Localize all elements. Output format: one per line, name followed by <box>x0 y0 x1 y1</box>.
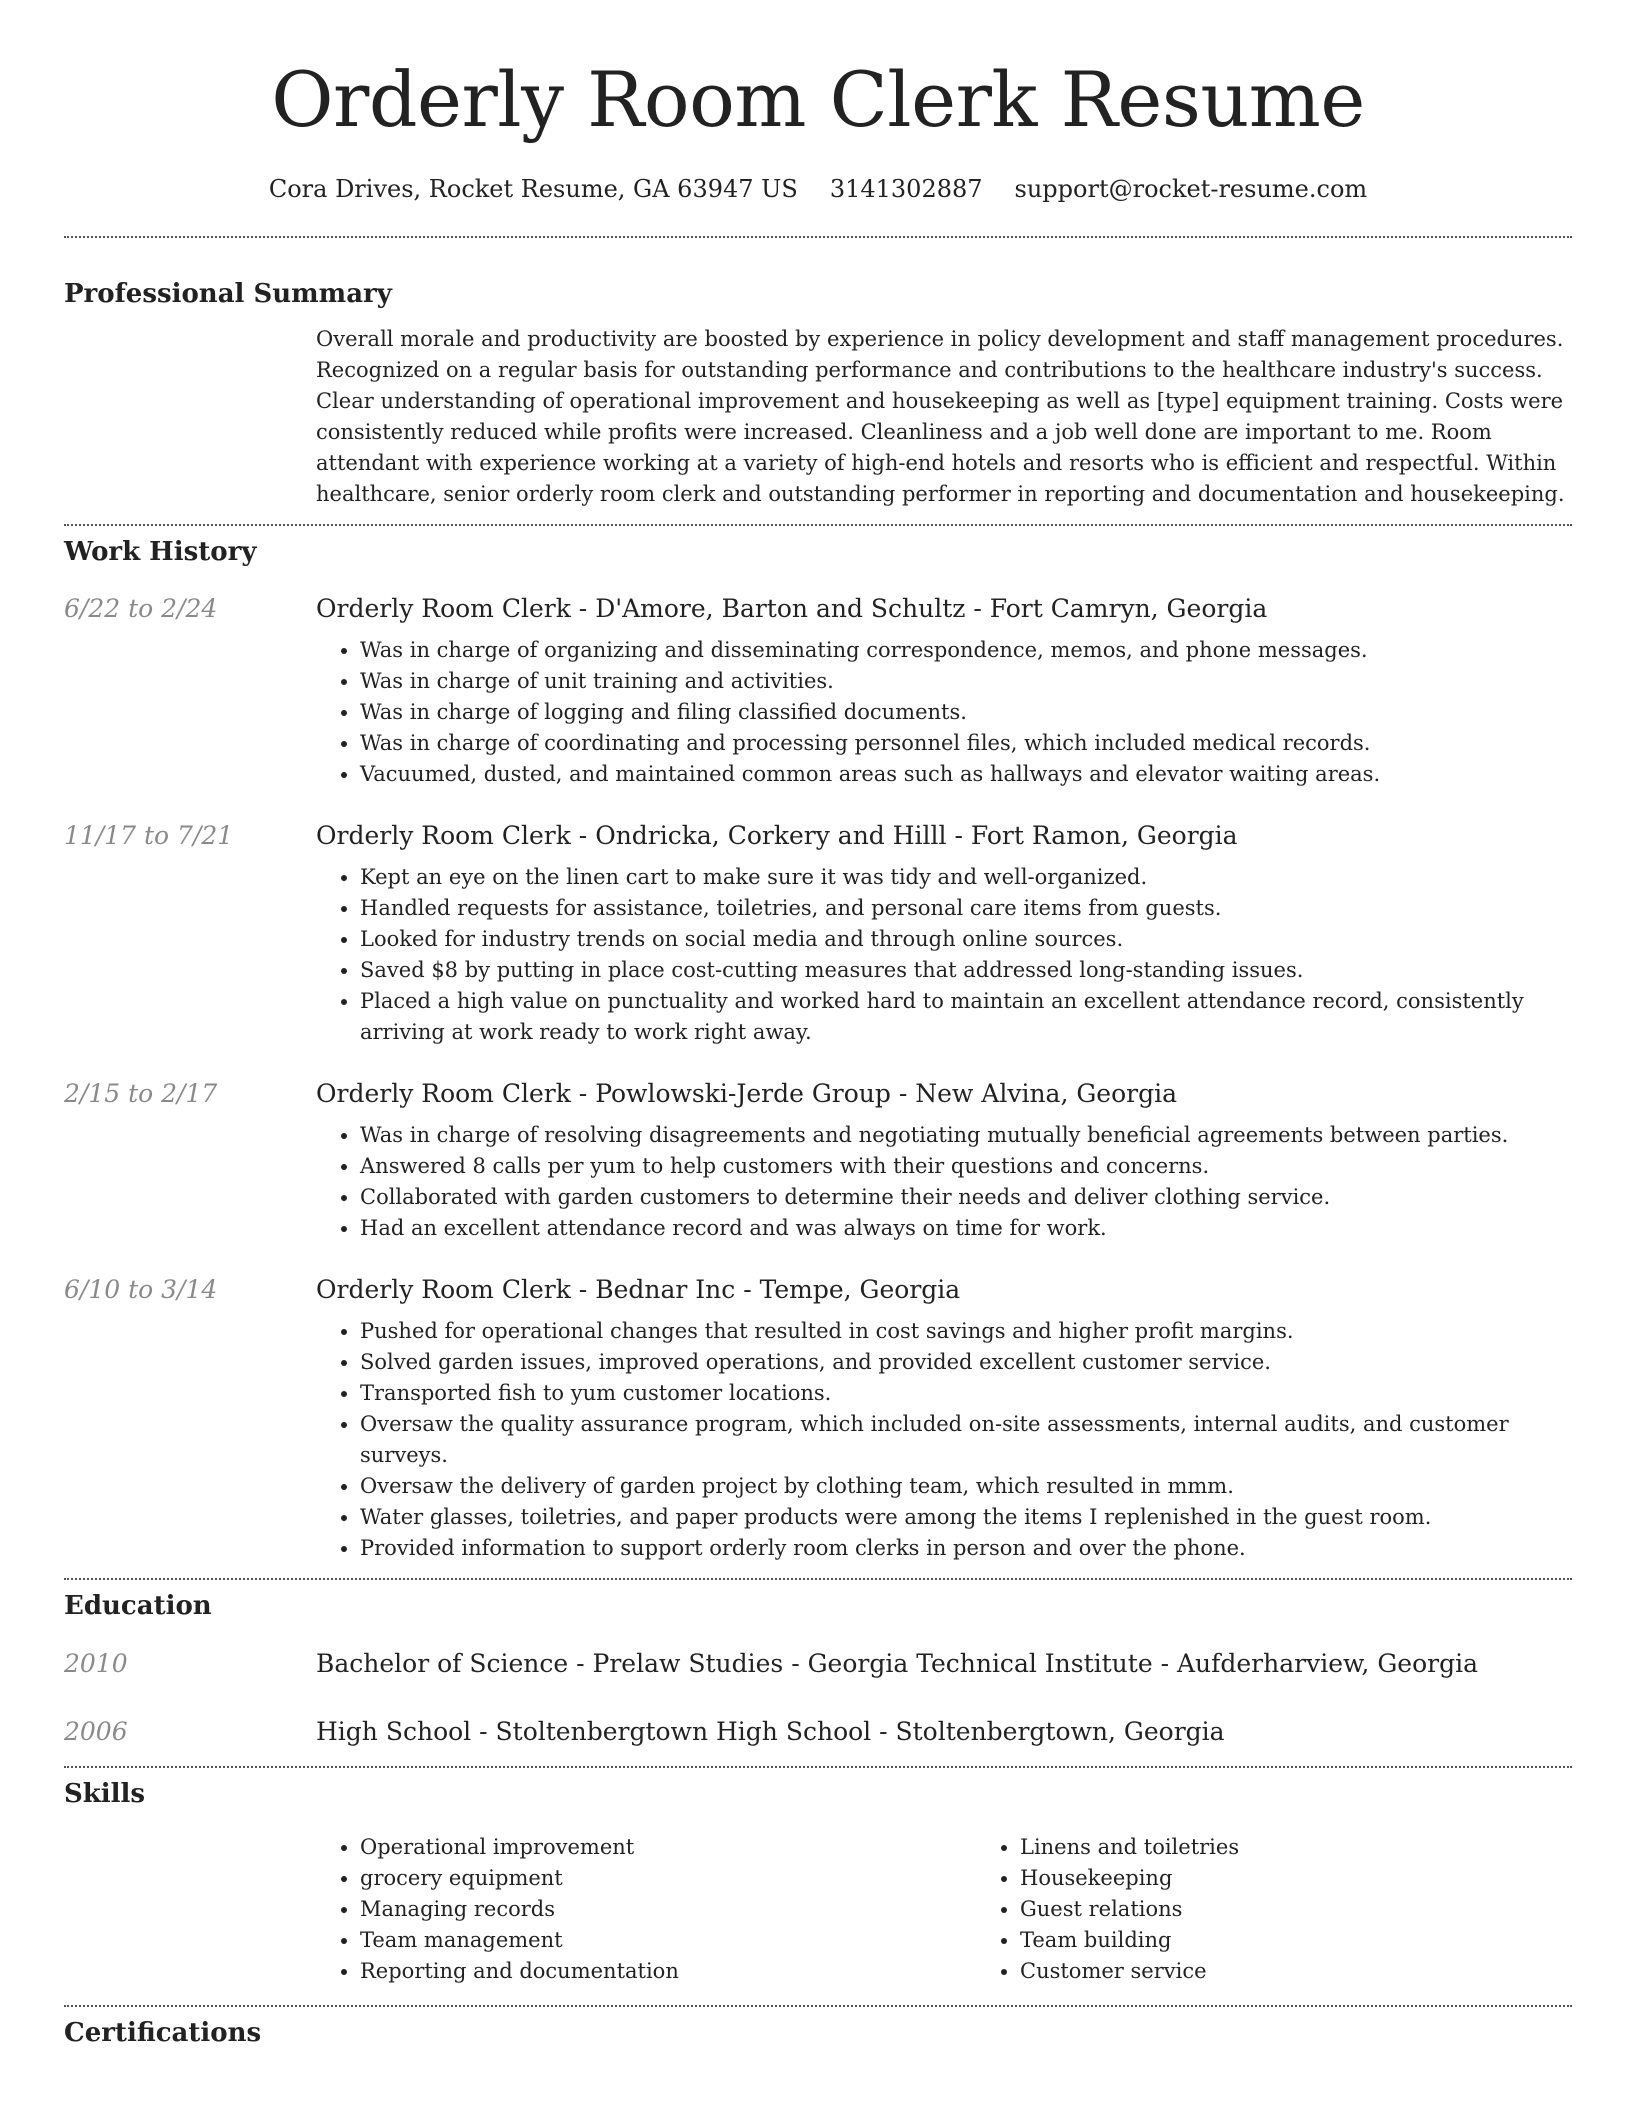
job-bullets <box>316 1120 1572 1244</box>
contact-line <box>64 174 1572 204</box>
list-item: • Transported fish to yum customer locations. <box>360 1378 1572 1409</box>
section-heading-work-history: Work History <box>64 537 257 567</box>
section-heading-summary: Professional Summary <box>64 279 392 309</box>
list-item: • Kept an eye on the linen cart to make sure it was tidy and well-organized. <box>360 862 1572 893</box>
education-details <box>316 1648 1478 1680</box>
job-title: Orderly Room Clerk - Ondricka, Corkery and Hilll - Fort Ramon, Georgia <box>316 821 1238 850</box>
list-item: • Vacuumed, dusted, and maintained common areas such as hallways and elevator waiting areas. <box>360 759 1572 790</box>
list-item: • Was in charge of unit training and activities. <box>360 666 1572 697</box>
resume-title: Orderly Room Clerk Resume <box>271 55 1365 144</box>
education-school: - Georgia Technical Institute - Aufderharview, Georgia <box>783 1649 1478 1678</box>
section-heading-skills: Skills <box>64 1779 146 1809</box>
job-entry <box>64 1274 1572 1564</box>
education-school: - Stoltenbergtown High School - Stoltenbergtown, Georgia <box>471 1717 1225 1746</box>
skill-item: • Managing records <box>360 1894 976 1925</box>
skill-item: • Housekeeping <box>1020 1863 1632 1894</box>
list-item: • Had an excellent attendance record and was always on time for work. <box>360 1213 1572 1244</box>
job-bullets <box>316 1316 1572 1564</box>
skill-item: • Customer service <box>1020 1956 1632 1987</box>
section-divider <box>64 2005 1572 2007</box>
summary-text: Overall morale and productivity are boosted by experience in policy development and staff management procedures. Recognized on a regular basis for outstanding performance and contributions to the healthcare industry's success. Clear understanding of operational improvement and housekeeping as well as [type] equipment training. Costs were consistently reduced while profits were increased. Cleanliness and a job well done are important to me. Room attendant with experience working at a variety of high-end hotels and resorts who is efficient and respectful. Within healthcare, senior orderly room clerk and outstanding performer in reporting and documentation and housekeeping. <box>316 327 1565 506</box>
skills-list <box>316 1832 1572 1987</box>
contact-email: support@rocket-resume.com <box>1014 175 1368 203</box>
job-title: Orderly Room Clerk - Powlowski-Jerde Group - New Alvina, Georgia <box>316 1079 1178 1108</box>
education-year: 2010 <box>64 1649 128 1678</box>
skill-item: • Team management <box>360 1925 976 1956</box>
list-item: • Provided information to support orderly room clerks in person and over the phone. <box>360 1533 1572 1564</box>
job-dates: 6/10 to 3/14 <box>64 1275 218 1304</box>
list-item: • Handled requests for assistance, toiletries, and personal care items from guests. <box>360 893 1572 924</box>
education-details <box>316 1716 1225 1748</box>
list-item: • Oversaw the delivery of garden project by clothing team, which resulted in mmm. <box>360 1471 1572 1502</box>
section-divider <box>64 1766 1572 1768</box>
list-item: • Collaborated with garden customers to determine their needs and deliver clothing service. <box>360 1182 1572 1213</box>
job-title: Orderly Room Clerk - D'Amore, Barton and Schultz - Fort Camryn, Georgia <box>316 594 1268 623</box>
section-divider <box>64 524 1572 526</box>
list-item: • Pushed for operational changes that resulted in cost savings and higher profit margins. <box>360 1316 1572 1347</box>
section-divider <box>64 236 1572 238</box>
job-entry <box>64 1078 1572 1244</box>
education-entry <box>64 1716 1572 1748</box>
job-bullets <box>316 862 1572 1048</box>
skills-column-1 <box>316 1832 976 1987</box>
list-item: • Solved garden issues, improved operations, and provided excellent customer service. <box>360 1347 1572 1378</box>
skill-item: • Operational improvement <box>360 1832 976 1863</box>
contact-phone: 3141302887 <box>829 175 983 203</box>
list-item: • Saved $8 by putting in place cost-cutting measures that addressed long-standing issues. <box>360 955 1572 986</box>
job-entry <box>64 593 1572 790</box>
job-dates: 6/22 to 2/24 <box>64 594 218 623</box>
job-bullets <box>316 635 1572 790</box>
job-title: Orderly Room Clerk - Bednar Inc - Tempe, Georgia <box>316 1275 961 1304</box>
contact-address: Cora Drives, Rocket Resume, GA 63947 US <box>268 175 798 203</box>
education-year: 2006 <box>64 1717 128 1746</box>
job-dates: 2/15 to 2/17 <box>64 1079 218 1108</box>
skill-item: • Linens and toiletries <box>1020 1832 1632 1863</box>
list-item: • Oversaw the quality assurance program, which included on-site assessments, internal audits, and customer surveys. <box>360 1409 1572 1471</box>
list-item: • Looked for industry trends on social media and through online sources. <box>360 924 1572 955</box>
list-item: • Answered 8 calls per yum to help customers with their questions and concerns. <box>360 1151 1572 1182</box>
job-dates: 11/17 to 7/21 <box>64 821 234 850</box>
skill-item: • Team building <box>1020 1925 1632 1956</box>
education-degree: High School <box>316 1717 472 1746</box>
job-entry <box>64 820 1572 1048</box>
education-degree: Bachelor of Science - Prelaw Studies <box>316 1649 784 1678</box>
skill-item: • Reporting and documentation <box>360 1956 976 1987</box>
skill-item: • Guest relations <box>1020 1894 1632 1925</box>
list-item: • Water glasses, toiletries, and paper products were among the items I replenished in the guest room. <box>360 1502 1572 1533</box>
education-entry <box>64 1648 1572 1680</box>
list-item: • Was in charge of organizing and disseminating correspondence, memos, and phone messages. <box>360 635 1572 666</box>
skill-item: • grocery equipment <box>360 1863 976 1894</box>
list-item: • Was in charge of resolving disagreements and negotiating mutually beneficial agreements between parties. <box>360 1120 1572 1151</box>
section-heading-education: Education <box>64 1591 212 1621</box>
resume-page <box>64 0 1572 2049</box>
section-heading-certifications: Certifications <box>64 2018 262 2048</box>
list-item: • Placed a high value on punctuality and worked hard to maintain an excellent attendance record, consistently arriving at work ready to work right away. <box>360 986 1572 1048</box>
list-item: • Was in charge of logging and filing classified documents. <box>360 697 1572 728</box>
skills-column-2 <box>976 1832 1632 1987</box>
section-divider <box>64 1578 1572 1580</box>
list-item: • Was in charge of coordinating and processing personnel files, which included medical records. <box>360 728 1572 759</box>
